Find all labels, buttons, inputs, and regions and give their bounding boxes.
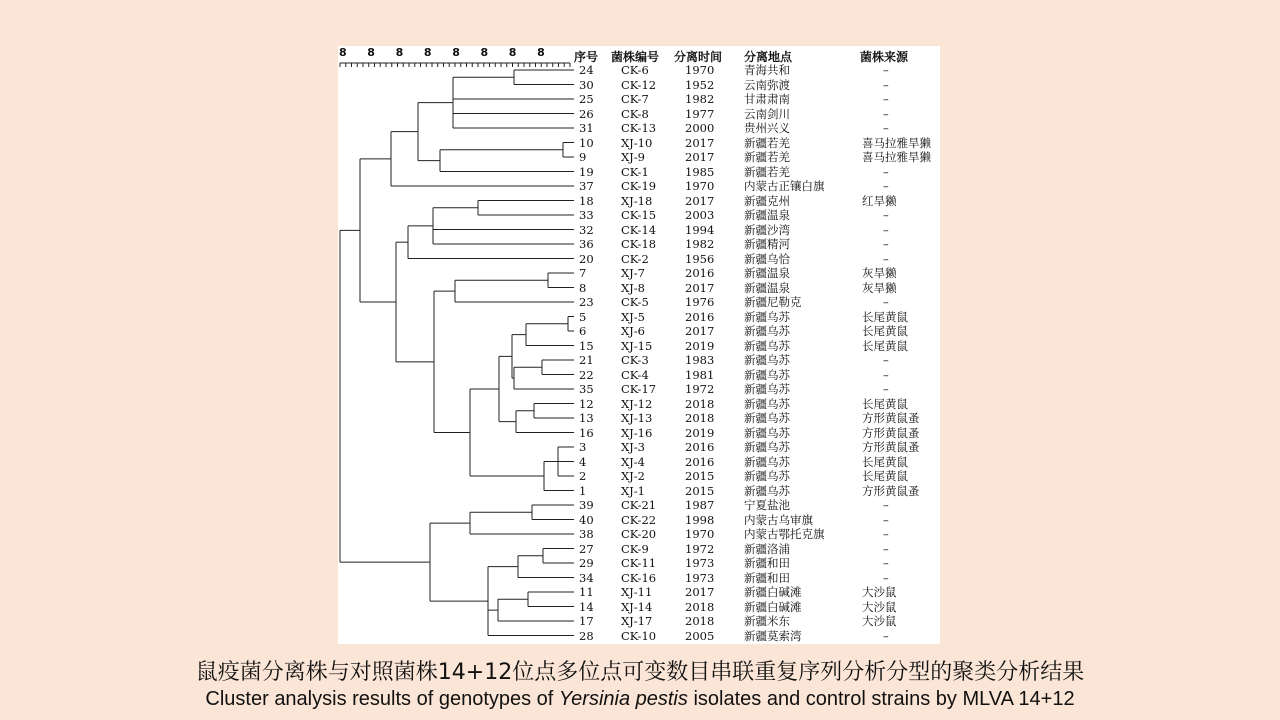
row-location: 新疆洛浦 [744,541,790,556]
row-source: 方形黄鼠蚤 [862,483,920,498]
row-index: 27 [579,541,594,556]
row-year: 2015 [685,469,715,483]
row-index: 21 [579,353,594,367]
axis-tick-label: 8 [480,46,489,59]
row-strain-id: CK-22 [621,512,657,527]
row-index: 12 [579,396,594,411]
row-strain-id: XJ-11 [621,585,653,599]
row-source: 长尾黄鼠 [862,324,908,338]
row-source: 灰旱獭 [862,266,897,280]
row-location: 新疆乌苏 [744,425,790,440]
row-strain-id: XJ-14 [621,599,653,614]
row-year: 2005 [685,628,715,643]
row-year: 1983 [685,353,715,367]
row-strain-id: CK-17 [621,382,657,396]
row-location: 新疆乌苏 [744,454,790,469]
header-source: 菌株来源 [860,50,909,64]
row-index: 14 [579,599,594,614]
row-strain-id: CK-14 [621,222,657,237]
row-year: 2017 [685,135,715,150]
row-location: 新疆和田 [744,556,790,570]
row-strain-id: CK-21 [621,498,657,512]
row-strain-id: XJ-18 [621,193,653,208]
row-source: 长尾黄鼠 [862,338,908,353]
row-year: 2018 [685,614,715,628]
row-location: 新疆乌苏 [744,440,790,454]
header-index: 序号 [574,50,599,64]
row-index: 18 [579,193,594,208]
row-year: 1981 [685,367,715,382]
row-source: – [883,382,889,396]
row-strain-id: XJ-12 [621,396,653,411]
row-location: 新疆沙湾 [744,222,790,237]
row-source: – [883,179,889,193]
row-index: 3 [579,440,587,454]
caption-english-prefix: Cluster analysis results of genotypes of [205,688,559,710]
row-strain-id: XJ-3 [621,440,645,454]
row-year: 2000 [685,121,715,135]
row-year: 1985 [685,164,715,179]
row-location: 新疆乌苏 [744,382,790,396]
row-source: – [883,106,889,121]
axis-tick-label: 8 [537,46,545,59]
row-year: 2019 [685,338,715,353]
row-location: 青海共和 [744,63,790,77]
row-location: 新疆乌苏 [744,396,790,411]
row-index: 2 [579,469,587,483]
row-location: 新疆乌恰 [744,251,790,266]
row-location: 新疆米东 [744,614,790,628]
row-strain-id: XJ-5 [621,309,645,324]
row-source: – [883,628,889,643]
row-year: 2017 [685,585,715,599]
row-year: 2018 [685,396,715,411]
row-source: – [883,498,889,512]
row-strain-id: CK-5 [621,295,649,309]
row-year: 1952 [685,77,715,92]
row-year: 1982 [685,92,715,106]
row-strain-id: CK-9 [621,541,649,556]
row-location: 新疆乌苏 [744,411,790,425]
row-year: 2017 [685,150,715,164]
row-index: 4 [579,454,587,469]
row-index: 11 [579,585,594,599]
row-strain-id: CK-10 [621,628,657,643]
row-source: – [883,353,889,367]
row-source: – [883,121,889,135]
row-strain-id: CK-15 [621,208,657,222]
row-year: 2017 [685,324,715,338]
row-location: 新疆白碱滩 [744,585,802,599]
row-source: – [883,570,889,585]
row-index: 17 [579,614,594,628]
row-strain-id: CK-11 [621,556,657,570]
caption-english-suffix: isolates and control strains by MLVA 14+12 [687,688,1075,710]
row-location: 云南弥渡 [744,77,790,92]
row-location: 宁夏盐池 [744,498,790,512]
row-year: 1976 [685,295,715,309]
row-location: 新疆乌苏 [744,309,790,324]
row-index: 26 [579,106,594,121]
row-year: 2003 [685,208,715,222]
row-strain-id: CK-7 [621,92,649,106]
row-location: 新疆尼勒克 [744,295,802,309]
row-location: 新疆温泉 [744,266,790,280]
row-index: 9 [579,150,587,164]
row-location: 新疆若羌 [744,150,790,164]
row-source: – [883,512,889,527]
row-source: – [883,77,889,92]
row-strain-id: CK-16 [621,570,657,585]
row-source: 大沙鼠 [862,614,897,628]
axis-tick-label: 8 [452,46,460,59]
row-year: 2018 [685,599,715,614]
row-location: 新疆和田 [744,570,790,585]
row-strain-id: XJ-8 [621,280,645,295]
axis-tick-label: 8 [367,46,375,59]
row-source: – [883,295,889,309]
row-source: 方形黄鼠蚤 [862,440,920,454]
row-strain-id: CK-13 [621,121,657,135]
row-year: 2017 [685,280,715,295]
row-year: 2016 [685,440,715,454]
row-source: 方形黄鼠蚤 [862,411,920,425]
row-year: 1977 [685,106,715,121]
row-source: – [883,527,889,541]
row-index: 39 [579,498,594,512]
row-year: 1994 [685,222,715,237]
row-location: 新疆若羌 [744,164,790,179]
row-year: 1956 [685,251,715,266]
row-strain-id: XJ-13 [621,411,653,425]
row-strain-id: XJ-9 [621,150,645,164]
row-index: 32 [579,222,594,237]
row-source: – [883,222,889,237]
row-location: 新疆乌苏 [744,469,790,483]
row-source: – [883,92,889,106]
row-location: 内蒙古鄂托克旗 [744,527,825,541]
row-index: 29 [579,556,594,570]
row-location: 新疆乌苏 [744,367,790,382]
row-index: 24 [579,63,594,77]
header-year: 分离时间 [674,50,723,64]
row-index: 36 [579,237,594,251]
row-strain-id: XJ-2 [621,469,645,483]
row-index: 19 [579,164,594,179]
row-index: 33 [579,208,594,222]
row-index: 7 [579,266,587,280]
row-index: 31 [579,121,594,135]
row-year: 2016 [685,454,715,469]
row-strain-id: CK-6 [621,63,649,77]
row-source: – [883,556,889,570]
row-source: 长尾黄鼠 [862,309,908,324]
row-year: 1973 [685,570,715,585]
dendrogram-figure [338,46,940,644]
row-source: 方形黄鼠蚤 [862,425,920,440]
row-index: 20 [579,251,594,266]
row-index: 34 [579,570,594,585]
row-location: 新疆温泉 [744,208,790,222]
axis-tick-label: 8 [423,46,432,59]
row-location: 新疆乌苏 [744,324,790,338]
row-index: 15 [579,338,594,353]
row-year: 1987 [685,498,715,512]
row-strain-id: XJ-16 [621,425,653,440]
row-source: 喜马拉雅旱獭 [862,135,931,150]
row-source: 大沙鼠 [862,599,897,614]
row-source: 灰旱獭 [862,280,897,295]
caption-chinese: 鼠疫菌分离株与对照菌株14+12位点多位点可变数目串联重复序列分析分型的聚类分析结果 [195,660,1085,685]
row-index: 16 [579,425,594,440]
row-strain-id: CK-18 [621,237,657,251]
row-location: 新疆精河 [744,237,790,251]
row-strain-id: XJ-7 [621,266,645,280]
row-source: 红旱獭 [862,193,897,208]
row-source: 喜马拉雅旱獭 [862,150,931,164]
row-index: 35 [579,382,594,396]
row-strain-id: XJ-15 [621,338,653,353]
row-source: – [883,541,889,556]
row-strain-id: CK-1 [621,164,649,179]
row-location: 新疆乌苏 [744,483,790,498]
row-index: 38 [579,527,594,541]
axis-tick-label: 8 [339,46,347,59]
row-strain-id: CK-8 [621,106,649,121]
row-strain-id: XJ-1 [621,483,645,498]
row-location: 新疆乌苏 [744,353,790,367]
row-year: 1970 [685,179,715,193]
row-source: – [883,237,889,251]
header-location: 分离地点 [744,50,793,64]
row-index: 13 [579,411,594,425]
row-strain-id: CK-4 [621,367,649,382]
row-year: 1972 [685,541,715,556]
row-source: – [883,63,889,77]
row-location: 甘肃肃南 [744,92,790,106]
caption-english [0,688,1280,711]
row-index: 22 [579,367,594,382]
row-location: 新疆白碱滩 [744,599,802,614]
row-year: 1982 [685,237,715,251]
axis-tick-label: 8 [508,46,517,59]
row-location: 内蒙古正镶白旗 [744,179,825,193]
row-strain-id: CK-12 [621,77,657,92]
row-year: 2017 [685,193,715,208]
row-year: 1970 [685,63,715,77]
row-index: 1 [579,483,587,498]
row-strain-id: CK-2 [621,251,649,266]
row-index: 40 [579,512,594,527]
caption-english-species: Yersinia pestis [558,688,688,710]
row-index: 25 [579,92,594,106]
row-strain-id: XJ-10 [621,135,653,150]
row-strain-id: CK-20 [621,527,657,541]
row-source: – [883,164,889,179]
row-year: 1972 [685,382,715,396]
row-source: – [883,208,889,222]
row-year: 2016 [685,266,715,280]
row-location: 新疆温泉 [744,280,790,295]
row-year: 2018 [685,411,715,425]
row-source: 长尾黄鼠 [862,396,908,411]
row-strain-id: XJ-6 [621,324,645,338]
row-location: 新疆乌苏 [744,338,790,353]
row-year: 1998 [685,512,715,527]
row-source: – [883,367,889,382]
row-year: 1970 [685,527,715,541]
row-location: 新疆若羌 [744,135,790,150]
row-location: 新疆克州 [744,193,790,208]
row-index: 5 [579,309,587,324]
row-strain-id: CK-3 [621,353,649,367]
header-strain-id: 菌株编号 [611,50,660,64]
row-strain-id: CK-19 [621,179,657,193]
row-year: 2016 [685,309,715,324]
row-year: 2015 [685,483,715,498]
row-source: 长尾黄鼠 [862,454,908,469]
row-strain-id: XJ-4 [621,454,645,469]
row-index: 6 [579,324,587,338]
row-location: 新疆莫索湾 [744,628,802,643]
row-source: 长尾黄鼠 [862,469,908,483]
row-strain-id: XJ-17 [621,614,653,628]
row-index: 30 [579,77,594,92]
row-year: 1973 [685,556,715,570]
row-year: 2019 [685,425,715,440]
row-location: 贵州兴义 [744,121,790,135]
row-location: 云南剑川 [744,106,790,121]
row-location: 内蒙古乌审旗 [744,512,813,527]
row-index: 10 [579,135,594,150]
axis-tick-label: 8 [395,46,404,59]
row-index: 23 [579,295,594,309]
row-index: 37 [579,179,594,193]
row-index: 8 [579,280,587,295]
row-index: 28 [579,628,594,643]
row-source: – [883,251,889,266]
row-source: 大沙鼠 [862,585,897,599]
